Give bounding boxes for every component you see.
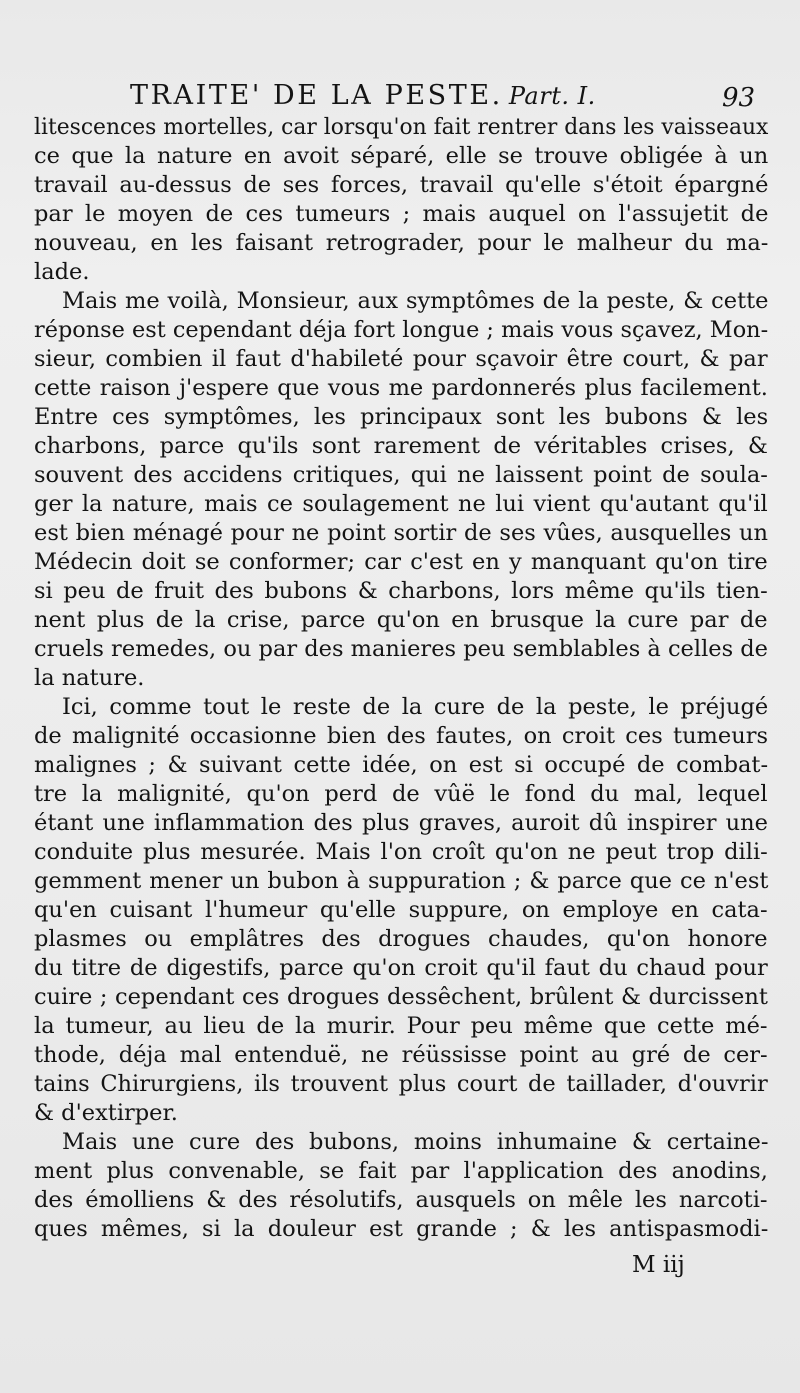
text-line: étant une inflammation des plus graves, auroit dû inspirer une <box>34 810 768 836</box>
text-line: tre la malignité, qu'on perd de vûë le fond du mal, lequel <box>34 781 768 807</box>
text-line: Entre ces symptômes, les principaux sont les bubons & les <box>34 404 769 430</box>
page-header <box>0 80 800 116</box>
text-line: du titre de digestifs, parce qu'on croit qu'il faut du chaud pour <box>34 955 768 981</box>
text-line: thode, déja mal entenduë, ne réüssisse point au gré de cer- <box>34 1042 768 1068</box>
running-title <box>130 80 596 112</box>
text-line: ment plus convenable, se fait par l'application des anodins, <box>34 1158 768 1184</box>
text-line: ce que la nature en avoit séparé, elle se trouve obligée à un <box>34 143 769 169</box>
text-line: la tumeur, au lieu de la murir. Pour peu même que cette mé- <box>34 1013 768 1039</box>
text-line: travail au-dessus de ses forces, travail qu'elle s'étoit épargné <box>34 172 769 198</box>
text-line: Ici, comme tout le reste de la cure de la peste, le préjugé <box>62 694 769 720</box>
text-line: la nature. <box>34 665 145 691</box>
text-line: conduite plus mesurée. Mais l'on croît qu'on ne peut trop dili- <box>34 839 768 865</box>
text-line: nouveau, en les faisant retrograder, pour le malheur du ma- <box>34 230 769 256</box>
text-line: Mais une cure des bubons, moins inhumaine & certaine- <box>62 1129 769 1155</box>
text-line: malignes ; & suivant cette idée, on est si occupé de combat- <box>34 752 769 778</box>
text-line: ger la nature, mais ce soulagement ne lui vient qu'autant qu'il <box>34 491 768 517</box>
running-title-text: TRAITE' DE LA PESTE. <box>130 80 503 111</box>
page-number: 93 <box>722 83 756 113</box>
text-line: ques mêmes, si la douleur est grande ; & les antispasmodi- <box>34 1216 769 1242</box>
text-line: qu'en cuisant l'humeur qu'elle suppure, on employe en cata- <box>34 897 768 923</box>
text-line: tains Chirurgiens, ils trouvent plus court de taillader, d'ouvrir <box>34 1071 768 1097</box>
text-line: nent plus de la crise, parce qu'on en brusque la cure par de <box>34 607 768 633</box>
text-line: cette raison j'espere que vous me pardonnerés plus facilement. <box>34 375 768 401</box>
part-label: Part. I. <box>508 82 596 110</box>
text-line: plasmes ou emplâtres des drogues chaudes, qu'on honore <box>34 926 768 952</box>
text-line: si peu de fruit des bubons & charbons, lors même qu'ils tien- <box>34 578 768 604</box>
text-line: lade. <box>34 259 90 285</box>
text-line: charbons, parce qu'ils sont rarement de véritables crises, & <box>34 433 768 459</box>
text-line: cuire ; cependant ces drogues dessêchent, brûlent & durcissent <box>34 984 768 1010</box>
text-line: gemment mener un bubon à suppuration ; & parce que ce n'est <box>34 868 769 894</box>
text-line: litescences mortelles, car lorsqu'on fait rentrer dans les vaisseaux <box>34 114 769 140</box>
signature-mark: M iij <box>632 1252 685 1278</box>
text-line: Mais me voilà, Monsieur, aux symptômes de la peste, & cette <box>62 288 769 314</box>
text-line: est bien ménagé pour ne point sortir de ses vûes, ausquelles un <box>34 520 769 546</box>
text-line: & d'extirper. <box>34 1100 178 1126</box>
text-line: sieur, combien il faut d'habileté pour sçavoir être court, & par <box>34 346 768 372</box>
text-line: des émolliens & des résolutifs, ausquels on mêle les narcoti- <box>34 1187 768 1213</box>
text-line: Médecin doit se conformer; car c'est en y manquant qu'on tire <box>34 549 768 575</box>
text-line: par le moyen de ces tumeurs ; mais auquel on l'assujetit de <box>34 201 769 227</box>
text-line: de malignité occasionne bien des fautes, on croit ces tumeurs <box>34 723 769 749</box>
text-line: souvent des accidens critiques, qui ne laissent point de soula- <box>34 462 768 488</box>
text-line: réponse est cependant déja fort longue ; mais vous sçavez, Mon- <box>34 317 769 343</box>
text-line: cruels remedes, ou par des manieres peu semblables à celles de <box>34 636 768 662</box>
